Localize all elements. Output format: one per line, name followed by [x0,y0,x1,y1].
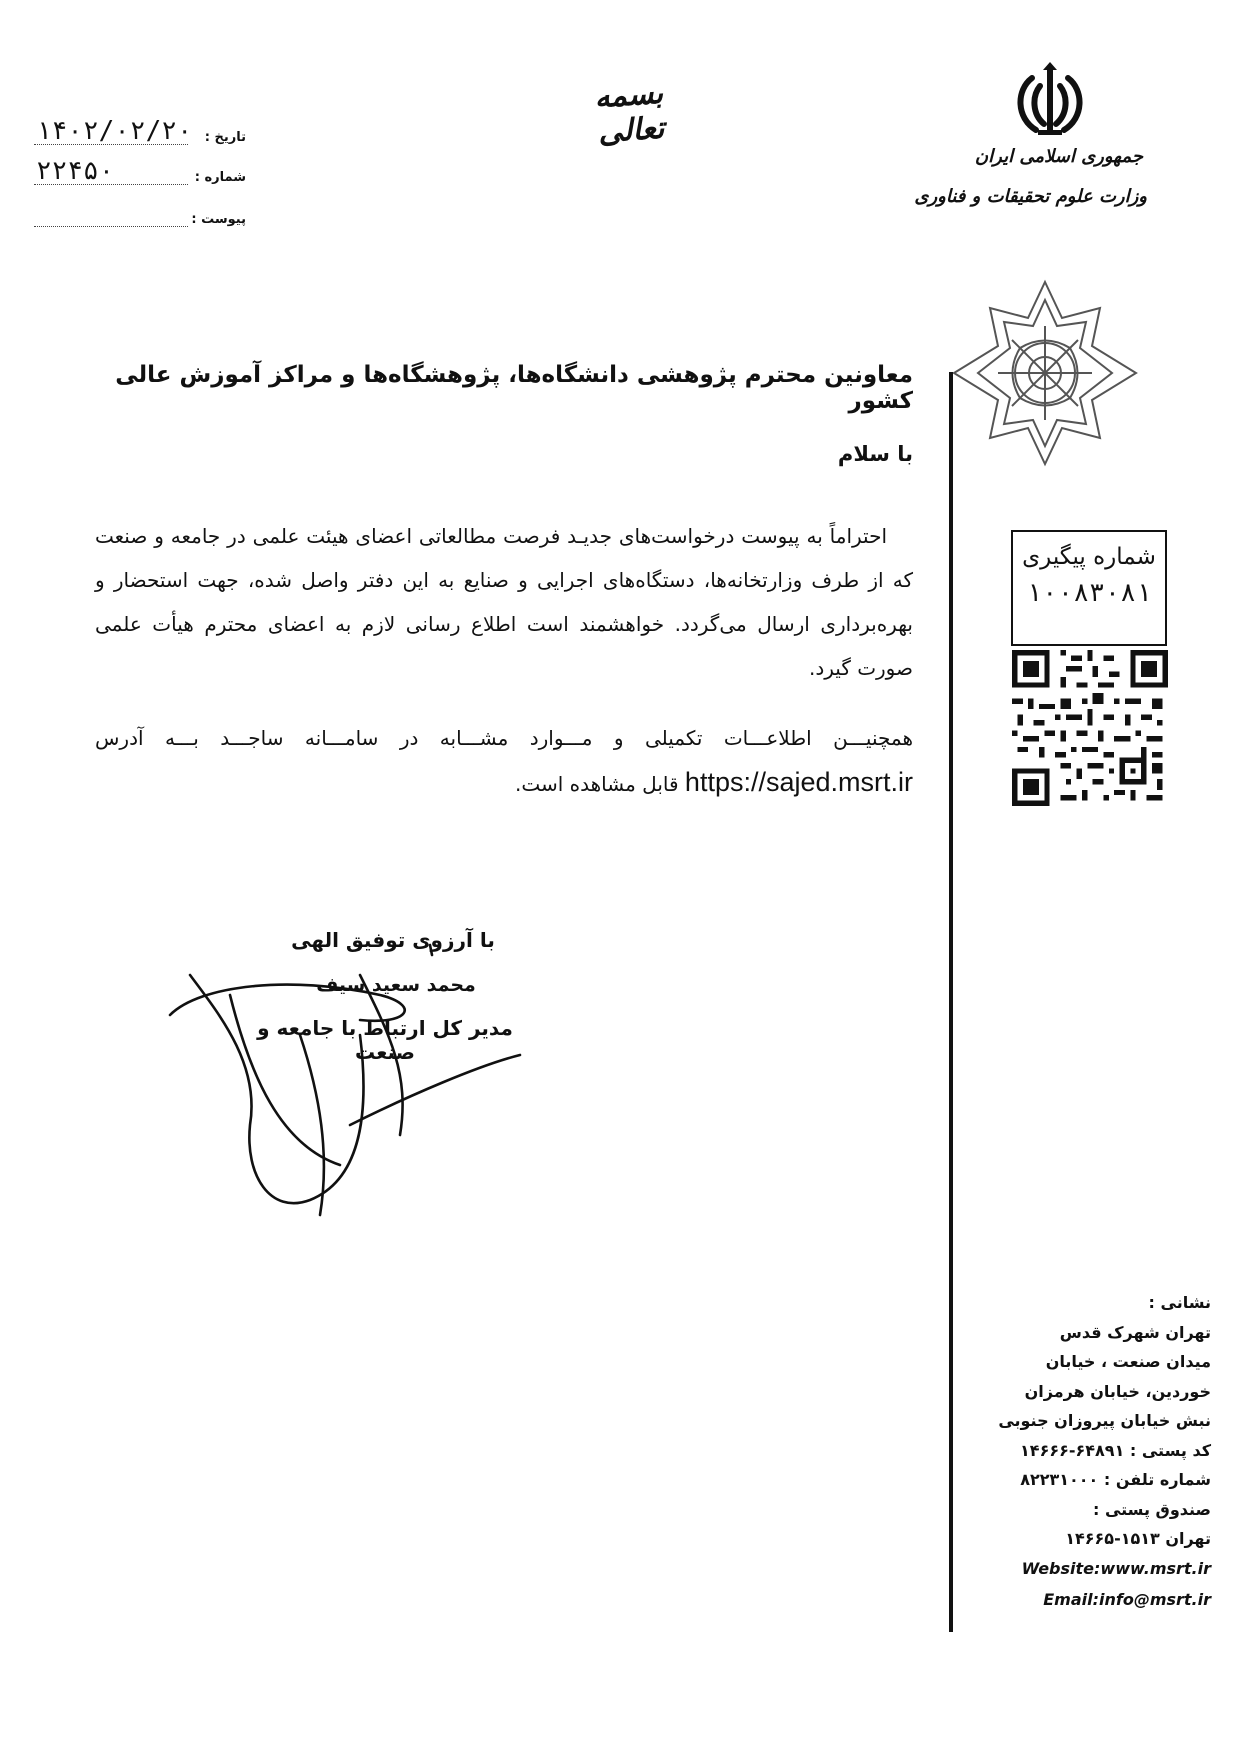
date-label: تاریخ : [204,130,246,145]
tracking-label: شماره پیگیری [1022,544,1156,570]
sajed-url-link[interactable]: https://sajed.msrt.ir [684,767,913,797]
tracking-number: ۱۰۰۸۳۰۸۱ [1026,578,1152,608]
number-value: ۲۲۴۵۰ [36,156,115,186]
website-link[interactable]: Website:www.msrt.ir [1021,1558,1211,1578]
letter-addressee: معاونین محترم پژوهشی دانشگاه‌ها، پژوهشگاه‌ها و مراکز آموزش عالی کشور [115,362,913,414]
emblem-caption-country: جمهوری اسلامی ایران [974,146,1143,167]
phone-number: شماره تلفن : ۸۲۲۳۱۰۰۰ [1020,1470,1211,1489]
signature-closing: با آرزوی توفیق الهی [291,928,495,952]
address-line: میدان صنعت ، خیابان [1045,1352,1211,1371]
address-line: تهران شهرک قدس [1059,1322,1211,1342]
address-line: نشانی : [1148,1293,1211,1312]
letter-greeting: با سلام [837,442,913,466]
iran-emblem-icon [1010,60,1090,140]
address-line: خوردین، خیابان هرمزان [1024,1381,1211,1401]
paragraph-2-ending: قابل مشاهده است. [514,772,679,796]
handwritten-signature [160,915,580,1225]
address-line: نبش خیابان پیروزان جنوبی [998,1411,1211,1430]
attachment-label: پیوست : [191,212,246,227]
letter-paragraph-1: احتراماً به پیوست درخواست‌های جدیـد فرصت مطالعاتی اعضای هیئت علمی در جامعه و صنعت که از طرف وزارتخانه‌ها، دستگاه‌های اجرایی و صنایع به این دفتر واصل شده، جهت استحضار و بهره‌برداری ارسال می‌گردد. خواهشمند است اطلاع رسانی لازم به اعضای محترم هیأت علمی صورت گیرد. [95,524,913,680]
paragraph-2-text: همچنیـــن اطلاعـــات تکمیلی و مـــوارد مشـــابه در سامـــانه ساجـــد بـــه آدرس [95,726,913,750]
emblem-caption-ministry: وزارت علوم تحقیقات و فناوری [914,186,1147,207]
tracking-number-box [1011,530,1167,646]
email-link[interactable]: Email:info@msrt.ir [1043,1590,1211,1609]
ministry-ornament-icon [950,278,1140,468]
attachment-field [34,204,246,234]
signatory-title: مدیر کل ارتباط با جامعه و صنعت [257,1016,513,1064]
ministry-address [951,1288,1211,1615]
postal-code: کد پستی : ۶۴۸۹۱-۱۴۶۶۶ [1020,1440,1211,1460]
signatory-name: محمد سعید سیف [316,974,476,996]
po-box-value: تهران ۱۵۱۳-۱۴۶۶۵ [1065,1529,1211,1548]
bismillah-heading: بسمه تعالی [593,75,666,151]
po-box-label: صندوق پستی : [1092,1499,1211,1519]
attachment-dotted-line [34,226,188,227]
number-label: شماره : [194,170,246,185]
date-value: ۱۴۰۲/۰۲/۲۰ [36,116,193,146]
qr-code[interactable] [1012,650,1168,806]
letter-paragraph-2 [95,716,913,806]
date-field [34,116,246,152]
number-field [34,156,246,192]
